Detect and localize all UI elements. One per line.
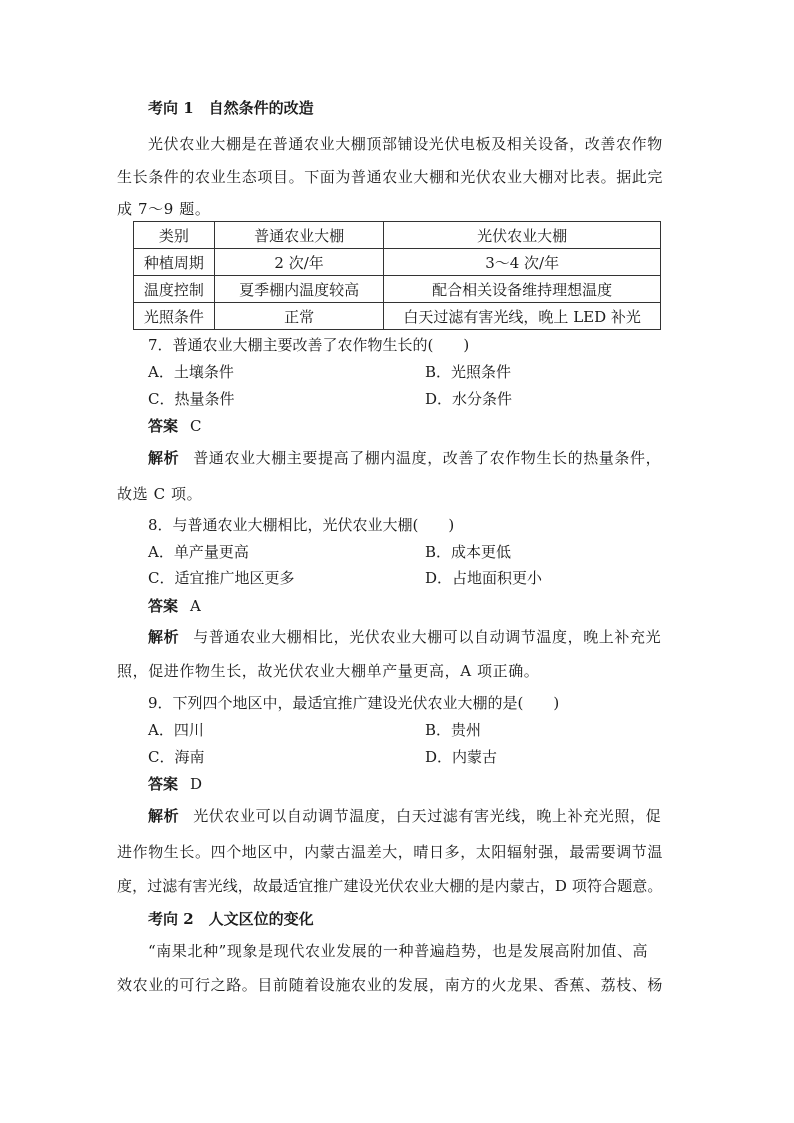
- table-cell: 光照条件: [134, 303, 215, 330]
- q8-answer: [148, 595, 201, 616]
- q7-option-c: C．热量条件: [148, 390, 235, 408]
- section-2-intro-line-2: 效农业的可行之路。目前随着设施农业的发展，南方的火龙果、香蕉、荔枝、杨: [117, 976, 664, 994]
- table-cell: 夏季棚内温度较高: [214, 276, 384, 303]
- table-cell: 正常: [214, 303, 384, 330]
- q8-option-b: B．成本更低: [425, 543, 512, 561]
- q7-answer: [148, 415, 202, 436]
- table-row: [134, 303, 661, 330]
- q8-option-d: D．占地面积更小: [425, 569, 543, 587]
- table-row: [134, 249, 661, 276]
- answer-value: D: [190, 775, 203, 793]
- answer-label: 答案: [148, 597, 179, 615]
- q9-option-b: B．贵州: [425, 721, 482, 739]
- section-1-title: 考向 1 自然条件的改造: [148, 99, 314, 117]
- answer-value: A: [190, 597, 201, 615]
- table-header-cell: 光伏农业大棚: [384, 222, 661, 249]
- section-1-intro-line-1: 光伏农业大棚是在普通农业大棚顶部铺设光伏电板及相关设备，改善农作物: [148, 135, 663, 153]
- q8-option-c: C．适宜推广地区更多: [148, 569, 295, 587]
- analysis-label: 解析: [148, 449, 180, 467]
- q8-option-a: A．单产量更高: [148, 543, 249, 561]
- table-header-cell: 类别: [134, 222, 215, 249]
- answer-label: 答案: [148, 417, 179, 435]
- table-cell: 3～4 次/年: [384, 249, 661, 276]
- table-cell: 温度控制: [134, 276, 215, 303]
- analysis-label: 解析: [148, 628, 180, 646]
- analysis-text: 光伏农业可以自动调节温度，白天过滤有害光线，晚上补充光照，促: [193, 807, 662, 825]
- section-1-intro-line-2: 生长条件的农业生态项目。下面为普通农业大棚和光伏农业大棚对比表。据此完: [117, 168, 664, 186]
- q7-option-b: B．光照条件: [425, 363, 512, 381]
- comparison-table: [133, 221, 661, 330]
- q7-option-a: A．土壤条件: [148, 363, 234, 381]
- analysis-text: 普通农业大棚主要提高了棚内温度，改善了农作物生长的热量条件，: [193, 449, 662, 467]
- q7-option-d: D．水分条件: [425, 390, 513, 408]
- section-2-intro-line-1: “南果北种”现象是现代农业发展的一种普遍趋势，也是发展高附加值、高: [148, 942, 649, 960]
- q8-analysis-line-1: [148, 626, 661, 647]
- q9-option-a: A．四川: [148, 721, 204, 739]
- q9-analysis-line-3: 度，过滤有害光线，故最适宜推广建设光伏农业大棚的是内蒙古，D 项符合题意。: [117, 877, 663, 895]
- table-cell: 白天过滤有害光线，晚上 LED 补光: [384, 303, 661, 330]
- q7-stem: 7．普通农业大棚主要改善了农作物生长的( ): [148, 336, 470, 354]
- table-cell: 种植周期: [134, 249, 215, 276]
- answer-value: C: [190, 417, 202, 435]
- q9-answer: [148, 773, 202, 794]
- answer-label: 答案: [148, 775, 179, 793]
- q9-option-d: D．内蒙古: [425, 748, 498, 766]
- q9-option-c: C．海南: [148, 748, 205, 766]
- analysis-label: 解析: [148, 807, 180, 825]
- q9-analysis-line-2: 进作物生长。四个地区中，内蒙古温差大，晴日多，太阳辐射强，最需要调节温: [117, 843, 664, 861]
- section-1-intro-line-3: 成 7～9 题。: [117, 200, 211, 218]
- analysis-text: 与普通农业大棚相比，光伏农业大棚可以自动调节温度，晚上补充光: [193, 628, 662, 646]
- q8-analysis-line-2: 照，促进作物生长，故光伏农业大棚单产量更高，A 项正确。: [117, 662, 540, 680]
- table-header-cell: 普通农业大棚: [214, 222, 384, 249]
- q7-analysis-line-1: [148, 447, 661, 468]
- q8-stem: 8．与普通农业大棚相比，光伏农业大棚( ): [148, 516, 455, 534]
- q9-analysis-line-1: [148, 805, 661, 826]
- table-header-row: [134, 222, 661, 249]
- table-cell: 2 次/年: [214, 249, 384, 276]
- q9-stem: 9．下列四个地区中，最适宜推广建设光伏农业大棚的是( ): [148, 694, 560, 712]
- table-cell: 配合相关设备维持理想温度: [384, 276, 661, 303]
- section-2-title: 考向 2 人文区位的变化: [148, 910, 314, 928]
- table-row: [134, 276, 661, 303]
- q7-analysis-line-2: 故选 C 项。: [117, 485, 203, 503]
